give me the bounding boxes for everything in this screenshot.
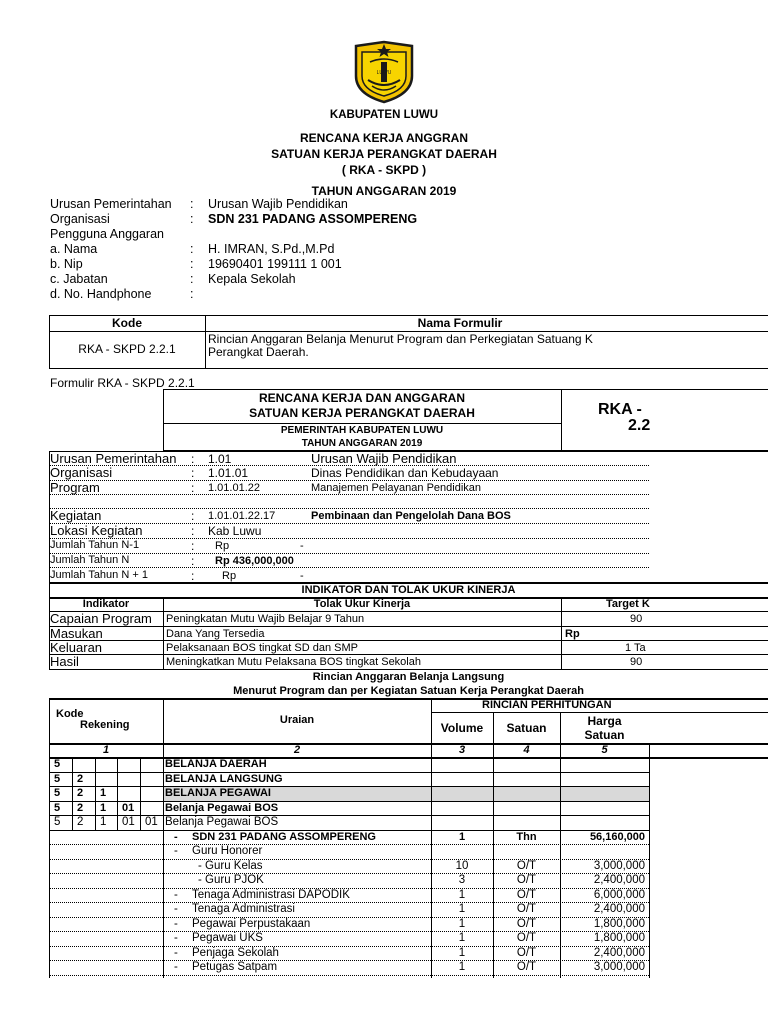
uraian-cell: SDN 231 PADANG ASSOMPERENG [192, 831, 376, 843]
satuan-cell: O/T [516, 932, 537, 944]
volume-cell: 1 [458, 831, 466, 843]
rekening-header: Rekening [80, 719, 130, 731]
kode-cell: 2 [77, 787, 84, 799]
detail-label: Organisasi [50, 465, 113, 480]
doc-title-1: RENCANA KERJA ANGGRAN [299, 131, 468, 145]
pemkab-title: PEMERINTAH KABUPATEN LUWU [280, 425, 444, 436]
detail-label: Jumlah Tahun N-1 [50, 539, 140, 551]
satuan-cell: O/T [516, 961, 537, 973]
rincian-title-1: Rincian Anggaran Belanja Langsung [312, 671, 505, 683]
info-value: SDN 231 PADANG ASSOMPERENG [208, 212, 418, 226]
tolak-ukur-cell: Meningkatkan Mutu Pelaksana BOS tingkat Sekolah [166, 656, 421, 668]
harga-cell: 3,000,000 [593, 860, 645, 872]
info-label: a. Nama [50, 242, 98, 256]
harga-cell: 2,400,000 [593, 947, 645, 959]
detail-sep: : [191, 569, 195, 583]
harga-cell: 1,800,000 [593, 932, 645, 944]
detail-label: Jumlah Tahun N [50, 554, 130, 566]
col-number: 1 [102, 744, 110, 756]
kode-rekening-header: Kode [56, 708, 84, 720]
detail-sep: : [191, 452, 195, 466]
kode-cell: 5 [54, 816, 61, 828]
detail-value: Urusan Wajib Pendidikan [311, 451, 457, 466]
info-sep: : [190, 272, 194, 286]
col-number: 2 [293, 744, 301, 756]
volume-cell: 1 [458, 903, 466, 915]
kode-cell: 2 [77, 802, 84, 814]
satuan-cell: O/T [516, 903, 537, 915]
formulir-label: Formulir RKA - SKPD 2.2.1 [50, 376, 195, 390]
harga-cell: 2,400,000 [593, 903, 645, 915]
detail-sep: : [191, 524, 195, 538]
detail-code: 1.01 [208, 452, 232, 466]
kode-cell: 1 [100, 787, 107, 799]
info-sep: : [190, 242, 194, 256]
pemkab-tahun: TAHUN ANGGARAN 2019 [301, 438, 423, 449]
form-title-1: RENCANA KERJA DAN ANGGARAN [258, 391, 465, 405]
tolak-ukur-cell: Pelaksanaan BOS tingkat SD dan SMP [166, 642, 358, 654]
satuan-cell: O/T [516, 860, 537, 872]
info-value: 19690401 199111 1 001 [208, 257, 342, 271]
kode-cell: 5 [54, 802, 61, 814]
info-label: Pengguna Anggaran [50, 227, 164, 241]
uraian-cell: Pegawai UKS [192, 932, 263, 944]
col-number: 5 [601, 744, 608, 756]
kode-cell: 5 [54, 773, 61, 785]
volume-cell: 3 [458, 874, 466, 886]
rka-code-1: RKA - [598, 401, 642, 418]
satuan-cell: O/T [516, 947, 537, 959]
uraian-dash: - [174, 918, 178, 930]
kode-cell: 01 [122, 816, 135, 828]
kode-value: RKA - SKPD 2.2.1 [78, 342, 176, 356]
uraian-dash: - [174, 831, 178, 843]
info-sep: : [190, 212, 194, 226]
satuan-cell: O/T [516, 874, 537, 886]
detail-code: Rp [215, 540, 230, 552]
volume-cell: 1 [458, 918, 466, 930]
info-sep: : [190, 197, 194, 211]
col-number: 3 [458, 744, 466, 756]
info-label: b. Nip [50, 257, 83, 271]
detail-sep: : [191, 466, 195, 480]
satuan-cell: Thn [516, 831, 537, 843]
detail-label: Urusan Pemerintahan [50, 451, 177, 466]
uraian-cell: Pegawai Perpustakaan [192, 918, 311, 930]
doc-tahun: TAHUN ANGGARAN 2019 [311, 184, 457, 198]
indikator-title: INDIKATOR DAN TOLAK UKUR KINERJA [301, 584, 516, 596]
detail-value: - [300, 540, 304, 552]
info-label: c. Jabatan [50, 272, 108, 286]
info-value: Kepala Sekolah [208, 272, 296, 286]
indikator-cell: Keluaran [50, 640, 103, 655]
detail-label: Program [50, 480, 100, 495]
target-cell: 90 [630, 656, 643, 668]
indikator-header: Indikator [82, 598, 130, 610]
indikator-cell: Capaian Program [50, 611, 152, 626]
uraian-cell: BELANJA LANGSUNG [165, 773, 283, 785]
uraian-cell: Tenaga Administrasi [192, 903, 295, 915]
detail-value: - [300, 570, 304, 582]
kode-cell: 5 [54, 787, 61, 799]
rincian-title-2: Menurut Program dan per Kegiatan Satuan Kerja Perangkat Daerah [233, 685, 584, 697]
target-header: Target K [606, 598, 650, 610]
detail-sep: : [191, 539, 195, 553]
harga-cell: 2,400,000 [593, 874, 645, 886]
nama-formulir-line2: Perangkat Daerah. [208, 345, 309, 359]
rincian-perhitungan-header: RINCIAN PERHITUNGAN [482, 699, 612, 711]
volume-cell: 1 [458, 961, 466, 973]
satuan-cell: O/T [516, 889, 537, 901]
kode-cell: 5 [54, 758, 61, 770]
uraian-cell: - Guru Kelas [198, 860, 263, 872]
uraian-header: Uraian [279, 714, 315, 726]
uraian-dash: - [174, 932, 178, 944]
detail-code: 1.01.01.22 [208, 482, 260, 494]
satuan-cell: O/T [516, 918, 537, 930]
kabupaten-luwu-logo [352, 40, 416, 104]
nama-formulir-header: Nama Formulir [417, 316, 503, 330]
volume-header: Volume [440, 721, 484, 735]
kode-cell: 2 [77, 773, 84, 785]
harga-cell: 56,160,000 [589, 831, 645, 843]
info-sep: : [190, 287, 194, 301]
detail-code: 1.01.01 [208, 466, 249, 480]
doc-title-2: SATUAN KERJA PERANGKAT DAERAH [271, 147, 497, 161]
info-value: H. IMRAN, S.Pd.,M.Pd [208, 242, 335, 256]
detail-label: Jumlah Tahun N + 1 [50, 569, 148, 581]
info-label: d. No. Handphone [50, 287, 152, 301]
satuan-header: Satuan [506, 721, 547, 735]
info-label: Organisasi [50, 212, 110, 226]
kabupaten-title: KABUPATEN LUWU [329, 109, 439, 121]
svg-text:LUWU: LUWU [376, 70, 392, 76]
uraian-dash: - [174, 947, 178, 959]
detail-label: Kegiatan [50, 508, 102, 523]
detail-sep: : [191, 481, 195, 495]
target-cell: 90 [630, 613, 643, 625]
target-cell: 1 Ta [625, 642, 646, 654]
uraian-cell: Belanja Pegawai BOS [165, 816, 279, 828]
rka-code-2: 2.2 [628, 417, 651, 434]
uraian-dash: - [174, 961, 178, 973]
doc-title-3: ( RKA - SKPD ) [341, 163, 427, 177]
uraian-cell: Petugas Satpam [192, 961, 278, 973]
uraian-cell: BELANJA DAERAH [165, 758, 267, 770]
harga-cell: 6,000,000 [593, 889, 645, 901]
target-cell: Rp [565, 628, 580, 640]
col-number: 4 [523, 744, 530, 756]
detail-sep: : [191, 509, 195, 523]
detail-code: Rp [222, 570, 237, 582]
indikator-cell: Hasil [50, 654, 79, 669]
volume-cell: 1 [458, 932, 466, 944]
detail-value: Manajemen Pelayanan Pendidikan [311, 482, 482, 494]
uraian-cell: - Guru PJOK [198, 874, 264, 886]
kode-cell: 1 [100, 802, 107, 814]
indikator-cell: Masukan [50, 626, 103, 641]
uraian-cell: Penjaga Sekolah [192, 947, 279, 959]
uraian-cell: BELANJA PEGAWAI [165, 787, 271, 799]
kode-cell: 01 [122, 802, 135, 814]
nama-formulir-line1: Rincian Anggaran Belanja Menurut Program dan Perkegiatan Satuang K [208, 332, 593, 346]
volume-cell: 1 [458, 947, 466, 959]
detail-sep: : [191, 554, 195, 568]
kode-cell: 2 [77, 816, 84, 828]
detail-label: Lokasi Kegiatan [50, 523, 143, 538]
harga-cell: 3,000,000 [593, 961, 645, 973]
detail-value: Dinas Pendidikan dan Kebudayaan [311, 466, 499, 480]
kode-cell: 01 [145, 816, 158, 828]
detail-code: 1.01.01.22.17 [208, 510, 276, 522]
detail-code: Rp 436,000,000 [215, 555, 294, 567]
tolak-ukur-cell: Peningkatan Mutu Wajib Belajar 9 Tahun [166, 613, 365, 625]
info-value: Urusan Wajib Pendidikan [208, 197, 348, 211]
uraian-dash: - [174, 889, 178, 901]
info-label: Urusan Pemerintahan [50, 197, 172, 211]
detail-code: Kab Luwu [208, 524, 262, 538]
uraian-cell: Guru Honorer [192, 845, 263, 857]
uraian-cell: Tenaga Administrasi DAPODIK [192, 889, 350, 901]
tolak-ukur-header: Tolak Ukur Kinerja [313, 598, 411, 610]
harga-satuan-header: Satuan [584, 728, 625, 742]
info-sep: : [190, 257, 194, 271]
harga-cell: 1,800,000 [593, 918, 645, 930]
tolak-ukur-cell: Dana Yang Tersedia [166, 628, 265, 640]
volume-cell: 10 [455, 860, 469, 872]
kode-header: Kode [112, 316, 142, 330]
volume-cell: 1 [458, 889, 466, 901]
uraian-cell: Belanja Pegawai BOS [165, 802, 279, 814]
uraian-dash: - [174, 845, 178, 857]
detail-value: Pembinaan dan Pengelolah Dana BOS [311, 510, 511, 522]
kode-cell: 1 [100, 816, 107, 828]
uraian-dash: - [174, 903, 178, 915]
harga-header: Harga [587, 714, 622, 728]
form-title-2: SATUAN KERJA PERANGKAT DAERAH [249, 406, 475, 420]
